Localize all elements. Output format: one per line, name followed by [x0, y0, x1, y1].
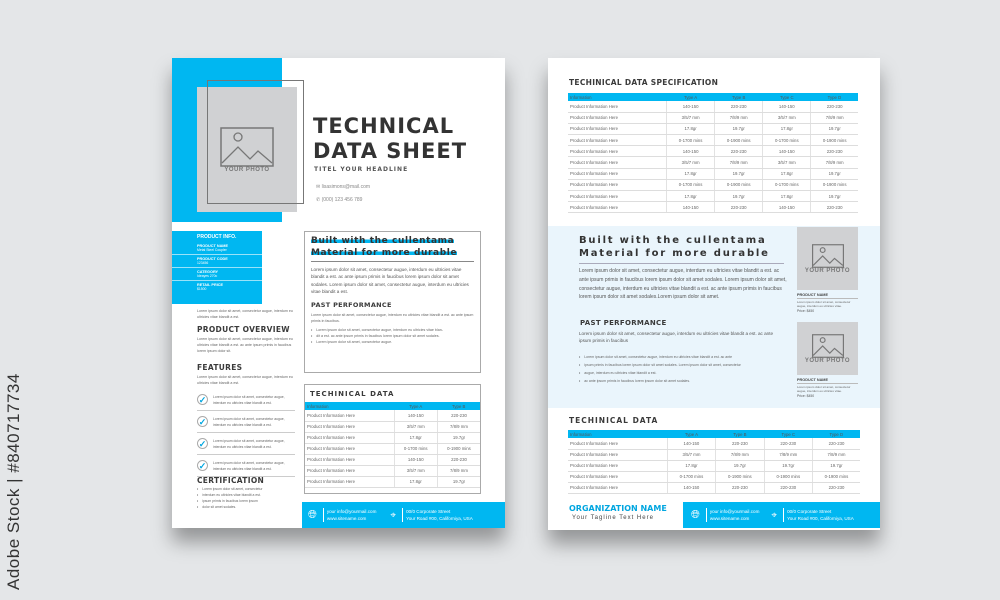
table-header-cell: Type C — [764, 430, 812, 438]
footer-email[interactable]: your info@yourmail.com — [709, 509, 760, 514]
table-cell: 17.8gr — [394, 432, 437, 443]
table-cell: 0-1700 mins — [763, 135, 811, 146]
right-page — [548, 58, 880, 530]
table-header-cell: Type B — [437, 402, 480, 410]
table-cell: Product Information Here — [305, 432, 394, 443]
bullet-item: • dit a est. ac ante ipsum primis in faucibus lorem ipsum dolor sit amet sodales. — [311, 333, 474, 339]
right-past-text: Lorem ipsum dolor sit amet, consectetur augue, interdum eu ultricies vitae blandit a est. ac ante ipsum primis in faucibus — [579, 331, 774, 344]
table-cell: 0-1700 mins — [667, 135, 715, 146]
table-header-cell: Type D — [813, 430, 861, 438]
table-cell: 7/8/9 mm — [764, 449, 812, 460]
table-cell: 3/5/7 mm — [394, 421, 437, 432]
table-cell: 19.7gr — [811, 123, 858, 134]
table-cell: 7/8/9 mm — [715, 112, 763, 123]
table-cell: 220-230 — [716, 438, 764, 449]
email-line: ✉ lisasimons@mail.com — [316, 184, 371, 190]
footer-address-2: Your Road #00, Californiya, USA — [787, 516, 854, 521]
table-cell: Product Information Here — [568, 471, 667, 482]
tech-data-box — [304, 384, 481, 494]
field-label: RETAIL PRICE — [197, 283, 224, 287]
footer-web[interactable]: www.sitename.com — [709, 516, 750, 521]
table-row — [568, 179, 858, 190]
feature-text: Lorem ipsum dolor sit amet, consectetur augue, interdum eu ultricies vitae blandit a est. — [213, 460, 285, 471]
product-info-box — [172, 231, 262, 304]
product-info-field — [172, 267, 262, 280]
bullet-item: • augue, interdum eu ultricies vitae blandit a est. — [579, 369, 789, 377]
photo-label: YOUR PHOTO — [804, 267, 851, 274]
table-cell: Product Information Here — [305, 465, 394, 476]
table-cell: Product Information Here — [568, 101, 667, 112]
bullet-item: • Lorem ipsum dolor sit amet, consectetur augue, interdum eu ultricies vitae blandit a est. ac ante — [579, 353, 789, 361]
field-label: CATEGORY — [197, 270, 219, 274]
table-cell: Product Information Here — [568, 157, 667, 168]
table-cell: 7/8/9 mm — [437, 465, 480, 476]
table-cell: 3/5/7 mm — [763, 112, 811, 123]
bullet-item: • ipsum primis in faucibus lorem ipsum — [197, 498, 263, 504]
table-cell: Product Information Here — [568, 449, 667, 460]
table-row — [568, 112, 858, 123]
product-photo — [797, 227, 858, 290]
table-header-row — [305, 402, 480, 410]
field-label: PRODUCT CODE — [197, 257, 228, 261]
table-cell: 220-230 — [813, 482, 861, 493]
footer-email[interactable]: your info@yourmail.com — [326, 509, 377, 514]
table-cell: Product Information Here — [305, 421, 394, 432]
field-value: Metal Steel Coupler — [197, 248, 227, 252]
table-cell: 140-150 — [394, 454, 437, 465]
table-cell: 0-1900 mins — [813, 471, 861, 482]
table-row — [305, 421, 480, 432]
table-cell: Product Information Here — [568, 460, 667, 471]
table-cell: 17.8gr — [667, 460, 715, 471]
table-header-cell: Information — [305, 402, 394, 410]
table-row — [568, 471, 860, 482]
table-cell: 17.8gr — [763, 123, 811, 134]
overview-heading: PRODUCT OVERVIEW — [197, 325, 290, 334]
stock-watermark: Adobe Stock | #840717734 — [4, 373, 23, 590]
table-row — [568, 460, 860, 471]
image-icon — [812, 334, 844, 358]
location-pin-icon: ⌖ — [390, 509, 397, 521]
table-cell: 140-150 — [667, 146, 715, 157]
feature-text: Lorem ipsum dolor sit amet, consectetur augue, interdum eu ultricies vitae blandit a est. — [213, 416, 285, 427]
table-cell: Product Information Here — [305, 443, 394, 454]
table-cell: 0-1900 mins — [811, 179, 858, 190]
table-cell: Product Information Here — [568, 202, 667, 213]
right-footer — [683, 502, 880, 528]
product-photo — [797, 322, 858, 375]
table-row — [305, 465, 480, 476]
table-cell: 17.8gr — [763, 168, 811, 179]
table-cell: 220-230 — [437, 454, 480, 465]
main-box — [304, 231, 481, 373]
bullet-item: • Lorem ipsum dolor sit amet, consectetur augue. — [311, 339, 474, 345]
table-cell: 140-150 — [763, 101, 811, 112]
right-main-text: Lorem ipsum dolor sit amet, consectetur augue, interdum eu ultricies vitae blandit a est. ac ante ipsum primis in faucibus lorem ipsum dolor sit amet sodales. Lorem ipsum dolor sit amet, consectetur augue, interdum eu ultricies vitae blandit a est. ac ante ipsum primis in faucibus lorem ipsum dolor sit amet sodales.Lorem ipsum dolor sit amet. — [579, 268, 787, 301]
table-cell: Product Information Here — [568, 179, 667, 190]
table-cell: 220-230 — [811, 146, 858, 157]
table-row — [568, 157, 858, 168]
spec-table — [568, 93, 858, 213]
table-cell: 220-230 — [811, 202, 858, 213]
table-cell: Product Information Here — [305, 454, 394, 465]
table-cell: 140-150 — [763, 146, 811, 157]
table-cell: Product Information Here — [568, 191, 667, 202]
table-cell: 0-1900 mins — [715, 179, 763, 190]
table-cell: 220-230 — [437, 410, 480, 421]
footer-address-1: 00/0 Corporate Street — [787, 509, 832, 514]
table-cell: Product Information Here — [568, 135, 667, 146]
table-cell: 19.7gr — [764, 460, 812, 471]
table-cell: 19.7gr — [437, 432, 480, 443]
subtitle: TITEL YOUR HEADLINE — [314, 166, 409, 173]
table-cell: Product Information Here — [305, 410, 394, 421]
right-tech-heading: TECHINICAL DATA — [569, 416, 659, 425]
table-row — [305, 432, 480, 443]
table-cell: 0-1900 mins — [811, 135, 858, 146]
product-desc: Lorem ipsum dolor sit amet, consectetur augue, interdum eu ultricies vitae. — [797, 385, 851, 393]
image-icon — [812, 244, 844, 268]
table-cell: 140-150 — [667, 101, 715, 112]
table-row — [305, 410, 480, 421]
table-cell: 19.7gr — [716, 460, 764, 471]
features-text: Lorem ipsum dolor sit amet, consectetur augue, interdum eu ultricies vitae blandit a est. — [197, 375, 293, 385]
table-cell: 3/5/7 mm — [763, 157, 811, 168]
past-text: Lorem ipsum dolor sit amet, consectetur augue, interdum eu ultricies vitae blandit a est. ac ante ipsum primis in faucibus. — [311, 312, 474, 323]
table-cell: Product Information Here — [568, 112, 667, 123]
table-cell: 19.7gr — [811, 168, 858, 179]
tech-data-table — [305, 402, 480, 488]
table-cell: 17.8gr — [394, 476, 437, 487]
product-desc: Lorem ipsum dolor sit amet, consectetur augue, interdum eu ultricies vitae. — [797, 300, 851, 308]
photo-frame — [207, 80, 304, 204]
photo-label: YOUR PHOTO — [224, 166, 270, 173]
feature-item — [197, 433, 295, 455]
product-info-heading: PRODUCT INFO. — [197, 234, 237, 240]
product-card — [797, 227, 858, 313]
field-value: Ideayes 270c — [197, 274, 218, 278]
table-cell: 0-1700 mins — [763, 179, 811, 190]
field-value: $1500 — [197, 287, 207, 291]
check-icon: ✓ — [198, 439, 207, 449]
product-info-field — [172, 242, 262, 254]
table-cell: 19.7gr — [715, 191, 763, 202]
bullet-item: • interdum eu ultricies vitae blandit a est. — [197, 492, 263, 498]
product-name: PRODUCT NAME — [797, 378, 858, 384]
table-row — [305, 476, 480, 487]
feature-item — [197, 411, 295, 433]
field-value: 123456 — [197, 261, 209, 265]
org-tagline: Your Tagline Text Here — [572, 515, 654, 521]
table-cell: 19.7gr — [811, 191, 858, 202]
bullet-item: • Lorem ipsum dolor sit amet, consectetur augue, interdum eu ultricies vitae blan- — [311, 327, 474, 333]
table-cell: Product Information Here — [568, 168, 667, 179]
table-cell: 3/5/7 mm — [667, 449, 715, 460]
product-info-field — [172, 280, 262, 293]
photo-label: YOUR PHOTO — [804, 357, 851, 364]
table-cell: 0-1700 mins — [667, 179, 715, 190]
product-name: PRODUCT NAME — [797, 293, 858, 299]
table-header-cell: Type A — [667, 93, 715, 101]
table-cell: 19.7gr — [715, 123, 763, 134]
feature-text: Lorem ipsum dolor sit amet, consectetur augue, interdum eu ultricies vitae blandit a est. — [213, 394, 285, 405]
table-header-row — [568, 93, 858, 101]
product-info-field — [172, 254, 262, 267]
table-cell: 0-1700 mins — [667, 471, 715, 482]
table-row — [568, 438, 860, 449]
overview-text: Lorem ipsum dolor sit amet, consectetur augue, interdum eu ultricies vitae blandit a est. ac ante ipsum primis in faucibus lorem ipsum dolor sit. — [197, 337, 293, 353]
check-icon: ✓ — [198, 417, 207, 427]
table-cell: 220-230 — [715, 101, 763, 112]
feature-item — [197, 389, 295, 411]
table-cell: 7/8/9 mm — [811, 112, 858, 123]
table-cell: 3/5/7 mm — [667, 157, 715, 168]
table-cell: Product Information Here — [568, 438, 667, 449]
table-cell: 19.7gr — [437, 476, 480, 487]
table-cell: 140-150 — [667, 202, 715, 213]
features-heading: FEATURES — [197, 363, 243, 372]
table-cell: 19.7gr — [813, 460, 861, 471]
table-row — [568, 135, 858, 146]
globe-icon: 🌐︎ — [691, 508, 700, 521]
table-row — [568, 146, 858, 157]
tech-data-heading: TECHINICAL DATA — [310, 390, 395, 398]
check-icon: ✓ — [198, 395, 207, 405]
table-cell: 220-230 — [764, 482, 812, 493]
feature-item — [197, 455, 295, 477]
table-cell: 3/5/7 mm — [394, 465, 437, 476]
main-text: Lorem ipsum dolor sit amet, consectetur augue, interdum eu ultricies vitae blandit a est. ac ante ipsum primis in faucibus lorem ipsum dolor sit amet sodales. Lorem ipsum dolor sit amet, consectetur augue, interdum eu ultricies vitae blandit a est. — [311, 267, 469, 295]
table-cell: Product Information Here — [568, 123, 667, 134]
table-cell: 0-1900 mins — [437, 443, 480, 454]
table-cell: 7/8/9 mm — [715, 157, 763, 168]
left-page — [172, 58, 505, 528]
table-cell: 220-230 — [764, 438, 812, 449]
table-cell: 220-230 — [715, 202, 763, 213]
spec-heading: TECHINICAL DATA SPECIFICATION — [569, 78, 719, 87]
footer-address-1: 00/0 Corporate Street — [406, 509, 451, 514]
table-cell: 140-150 — [667, 438, 715, 449]
table-row — [568, 449, 860, 460]
product-card — [797, 322, 858, 398]
table-cell: 140-150 — [394, 410, 437, 421]
bullet-item: • ipsum primis in faucibus lorem ipsum dolor sit amet sodales. Lorem ipsum dolor sit amet, consectetur — [579, 361, 789, 369]
table-cell: 220-230 — [715, 146, 763, 157]
table-row — [568, 123, 858, 134]
light-section — [548, 226, 880, 408]
table-cell: 7/8/9 mm — [811, 157, 858, 168]
table-cell: 220-230 — [813, 438, 861, 449]
footer-address-2: Your Road #00, Californiya, USA — [406, 516, 473, 521]
field-label: PRODUCT NAME — [197, 244, 229, 248]
footer — [302, 502, 505, 528]
table-header-row — [568, 430, 860, 438]
product-price: Price: $450 — [797, 309, 815, 313]
phone-line: ✆ (000) 123 456 789 — [316, 197, 363, 203]
phone-icon: ✆ — [316, 197, 322, 203]
table-cell: Product Information Here — [568, 482, 667, 493]
table-row — [568, 101, 858, 112]
right-tech-table — [568, 430, 860, 494]
doc-title: TECHNICAL DATA SHEET — [313, 114, 468, 163]
table-cell: 140-150 — [667, 482, 715, 493]
table-cell: 0-1900 mins — [715, 135, 763, 146]
table-cell: 140-150 — [763, 202, 811, 213]
location-pin-icon: ⌖ — [771, 509, 778, 521]
table-cell: 0-1900 mins — [764, 471, 812, 482]
table-row — [568, 168, 858, 179]
table-header-cell: Type B — [716, 430, 764, 438]
table-cell: 0-1900 mins — [716, 471, 764, 482]
table-cell: 7/8/9 mm — [813, 449, 861, 460]
table-cell: 17.8gr — [667, 168, 715, 179]
table-cell: 17.8gr — [667, 191, 715, 202]
table-header-cell: Type D — [811, 93, 858, 101]
main-heading: Built with the cullentama Material for more durable — [311, 235, 474, 262]
bullet-item: • Lorem ipsum dolor sit amet, consectetur — [197, 486, 263, 492]
cert-heading: CERTIFICATION — [197, 476, 265, 485]
mail-icon: ✉ — [316, 184, 322, 190]
check-icon: ✓ — [198, 461, 207, 471]
table-row — [568, 191, 858, 202]
info-text: Lorem ipsum dolor sit amet, consectetur augue, interdum eu ultricies vitae blandit a est. — [197, 309, 293, 319]
table-cell: 220-230 — [716, 482, 764, 493]
table-cell: 0-1700 mins — [394, 443, 437, 454]
table-cell: 17.8gr — [763, 191, 811, 202]
table-header-cell: Type B — [715, 93, 763, 101]
right-main-heading: Built with the cullentama Material for more durable — [579, 234, 784, 264]
org-name: ORGANIZATION NAME — [569, 504, 667, 513]
feature-text: Lorem ipsum dolor sit amet, consectetur augue, interdum eu ultricies vitae blandit a est. — [213, 438, 285, 449]
table-cell: 19.7gr — [715, 168, 763, 179]
table-header-cell: Type A — [667, 430, 715, 438]
bullet-item: • ac ante ipsum primis in faucibus lorem ipsum dolor sit amet sodales. — [579, 377, 789, 385]
bullet-item: • dolor sit amet sodales. — [197, 504, 263, 510]
table-header-cell: Type A — [394, 402, 437, 410]
table-row — [568, 202, 858, 213]
past-heading: PAST PERFORMANCE — [311, 300, 392, 309]
table-header-cell: Type C — [763, 93, 811, 101]
table-cell: 3/5/7 mm — [667, 112, 715, 123]
right-past-heading: PAST PERFORMANCE — [580, 319, 667, 327]
table-cell: 7/8/9 mm — [437, 421, 480, 432]
table-row — [568, 482, 860, 493]
table-header-cell: Information — [568, 430, 667, 438]
footer-web[interactable]: www.sitename.com — [326, 516, 367, 521]
table-cell: Product Information Here — [568, 146, 667, 157]
globe-icon: 🌐︎ — [308, 508, 317, 521]
table-header-cell: Information — [568, 93, 667, 101]
table-cell: 7/8/9 mm — [716, 449, 764, 460]
table-cell: 220-230 — [811, 101, 858, 112]
table-cell: Product Information Here — [305, 476, 394, 487]
table-row — [305, 443, 480, 454]
product-price: Price: $450 — [797, 394, 815, 398]
table-cell: 17.8gr — [667, 123, 715, 134]
table-row — [305, 454, 480, 465]
